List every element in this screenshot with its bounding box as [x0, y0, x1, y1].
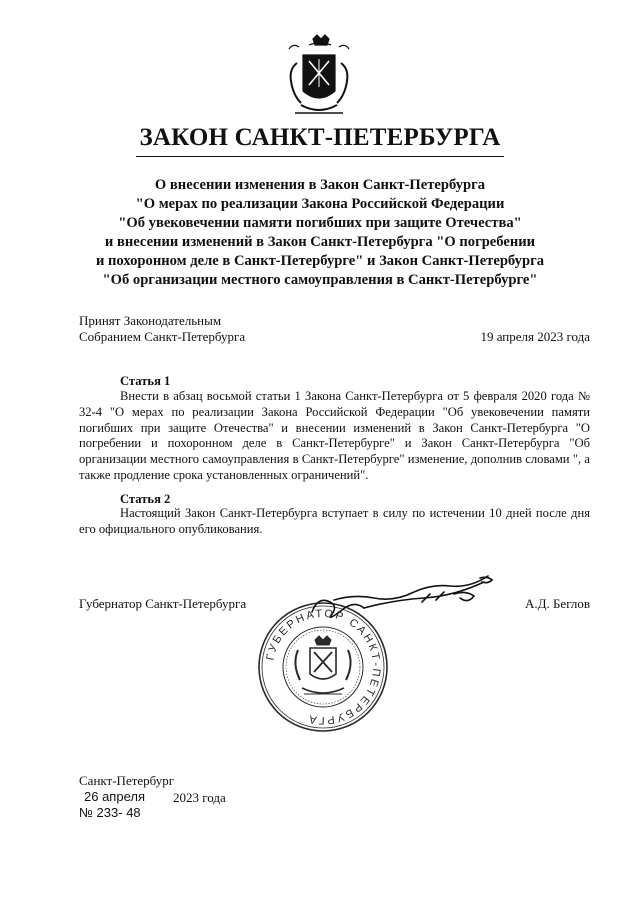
article-1-heading: Статья 1	[120, 374, 171, 388]
law-number: № 233- 48	[79, 805, 141, 820]
seal-text: ГУБЕРНАТОР САНКТ-ПЕТЕРБУРГА	[264, 607, 383, 727]
coat-of-arms-icon	[283, 33, 355, 121]
signing-year: 2023 года	[173, 790, 226, 805]
subtitle-line: и похоронном деле в Санкт-Петербурге" и Закон Санкт-Петербурга	[95, 253, 545, 269]
article-2-paragraph: Настоящий Закон Санкт-Петербурга вступает в силу по истечении 10 дней после дня его официального опубликования.	[79, 506, 590, 536]
subtitle-line: О внесении изменения в Закон Санкт-Петербурга	[154, 177, 486, 193]
subtitle-line: и внесении изменений в Закон Санкт-Петербурга "О погребении	[104, 234, 536, 250]
adoption-line: Принят Законодательным	[79, 313, 222, 328]
subtitle-line: "Об увековечении памяти погибших при защите Отечества"	[118, 215, 522, 231]
governor-position: Губернатор Санкт-Петербурга	[79, 596, 247, 611]
handwritten-signature-icon	[304, 572, 504, 624]
title-underline	[136, 156, 504, 157]
governor-name: А.Д. Беглов	[524, 596, 590, 611]
signing-place: Санкт-Петербург	[79, 773, 175, 788]
article-2-heading: Статья 2	[120, 492, 171, 506]
adoption-date: 19 апреля 2023 года	[480, 329, 590, 344]
law-title: ЗАКОН САНКТ-ПЕТЕРБУРГА	[139, 124, 501, 151]
adoption-note	[79, 313, 245, 345]
subtitle-line: "Об организации местного самоуправления в Санкт-Петербурге"	[102, 272, 538, 288]
signing-day: 26 апреля	[84, 789, 145, 804]
article-1-text	[79, 389, 590, 484]
article-1-paragraph: Внести в абзац восьмой статьи 1 Закона Санкт-Петербурга от 5 февраля 2020 года № 32-4 "О мерах по реализации Закона Российской Федерации "Об увековечении памяти погибших при защите Отечества" и внесении изменений в Закон Санкт-Петербурга "О погребении и похоронном деле в Санкт-Петербурге" и Закон Санкт-Петербурга "Об организации местного самоуправления в Санкт-Петербурге" изменение, дополнив словами ", а также продление срока установленных ограничений".	[79, 389, 590, 482]
law-subtitle	[0, 176, 640, 290]
article-2-text	[79, 506, 590, 538]
adoption-line: Собранием Санкт-Петербурга	[79, 329, 246, 344]
subtitle-line: "О мерах по реализации Закона Российской Федерации	[135, 196, 505, 212]
